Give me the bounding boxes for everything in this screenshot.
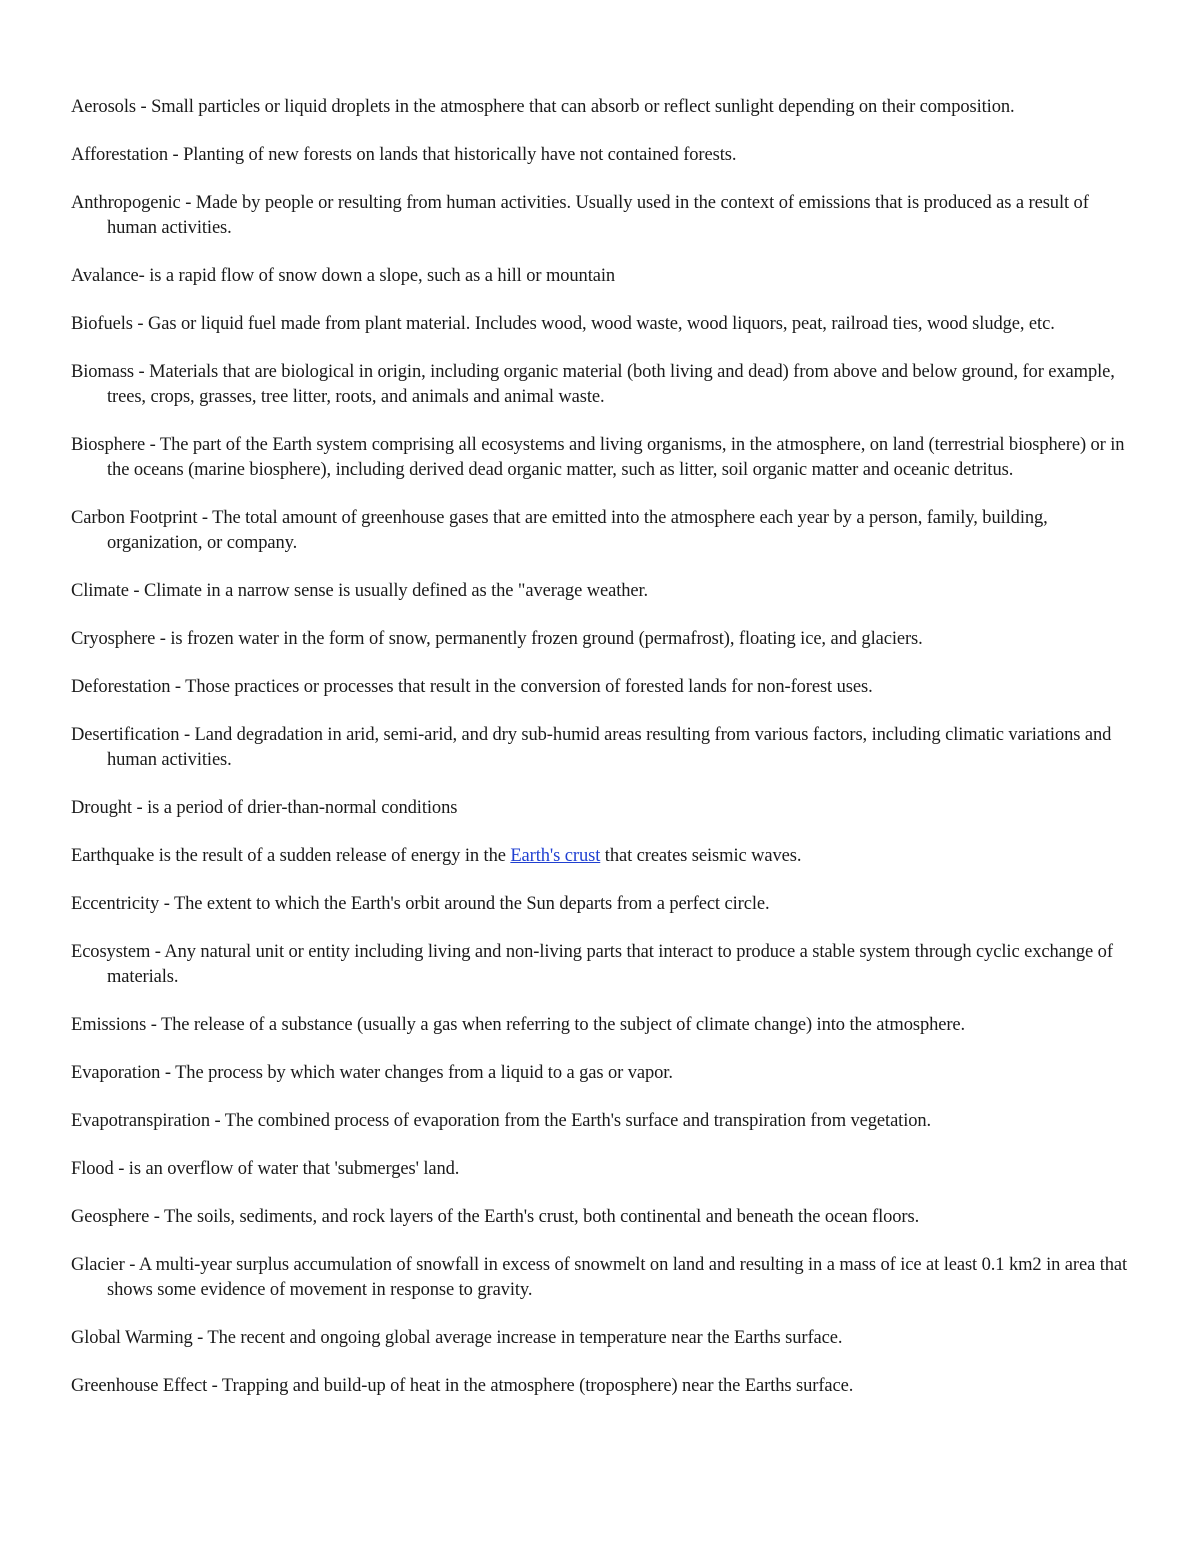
glossary-entry-biofuels: Biofuels - Gas or liquid fuel made from plant material. Includes wood, wood waste, wood liquors, peat, railroad ties, wood sludge, etc. [71,314,1055,334]
glossary-entry-biomass: Biomass - Materials that are biological in origin, including organic material (both living and dead) from above and below ground, for example, trees, crops, grasses, tree litter, roots, and animals and animal waste. [71,362,1115,407]
glossary-entry-eccentricity: Eccentricity - The extent to which the Earth's orbit around the Sun departs from a perfect circle. [71,894,770,914]
glossary-entry-geosphere: Geosphere - The soils, sediments, and rock layers of the Earth's crust, both continental and beneath the ocean floors. [71,1207,920,1227]
glossary-entry-climate: Climate - Climate in a narrow sense is usually defined as the "average weather. [71,581,649,601]
glossary-entry-afforestation: Afforestation - Planting of new forests on lands that historically have not contained forests. [71,145,737,165]
glossary-entry-ecosystem: Ecosystem - Any natural unit or entity including living and non-living parts that interact to produce a stable system through cyclic exchange of materials. [71,942,1113,987]
earths-crust-link[interactable]: Earth's crust [510,846,601,866]
glossary-entry-anthropogenic: Anthropogenic - Made by people or resulting from human activities. Usually used in the context of emissions that is produced as a result of human activities. [71,193,1089,238]
glossary-entry-biosphere: Biosphere - The part of the Earth system comprising all ecosystems and living organisms, in the atmosphere, on land (terrestrial biosphere) or in the oceans (marine biosphere), including derived dead organic matter, such as litter, soil organic matter and oceanic detritus. [71,435,1125,480]
glossary-entry-desertification: Desertification - Land degradation in arid, semi-arid, and dry sub-humid areas resulting from various factors, including climatic variations and human activities. [71,725,1112,770]
glossary-entry-earthquake [71,844,1140,869]
glossary-entry-drought: Drought - is a period of drier-than-normal conditions [71,798,458,818]
glossary-entry-greenhouse-effect: Greenhouse Effect - Trapping and build-up of heat in the atmosphere (troposphere) near the Earths surface. [71,1376,854,1396]
glossary-entry-deforestation: Deforestation - Those practices or processes that result in the conversion of forested lands for non-forest uses. [71,677,873,697]
glossary-entry-evapotranspiration: Evapotranspiration - The combined process of evaporation from the Earth's surface and transpiration from vegetation. [71,1111,932,1131]
earthquake-text-before: Earthquake is the result of a sudden release of energy in the [71,846,511,866]
glossary-entry-cryosphere: Cryosphere - is frozen water in the form of snow, permanently frozen ground (permafrost), floating ice, and glaciers. [71,629,923,649]
glossary-entry-aerosols: Aerosols - Small particles or liquid droplets in the atmosphere that can absorb or reflect sunlight depending on their composition. [71,97,1015,117]
glossary-entry-global-warming: Global Warming - The recent and ongoing global average increase in temperature near the Earths surface. [71,1328,843,1348]
glossary-entry-flood: Flood - is an overflow of water that 'submerges' land. [71,1159,460,1179]
glossary-entry-carbon-footprint: Carbon Footprint - The total amount of greenhouse gases that are emitted into the atmosphere each year by a person, family, building, organization, or company. [71,508,1048,553]
glossary-entry-avalance: Avalance- is a rapid flow of snow down a slope, such as a hill or mountain [71,266,616,286]
earthquake-text-after: that creates seismic waves. [600,846,802,866]
glossary-entry-glacier: Glacier - A multi-year surplus accumulation of snowfall in excess of snowmelt on land and resulting in a mass of ice at least 0.1 km2 in area that shows some evidence of movement in response to gravity. [71,1255,1128,1300]
glossary-entry-emissions: Emissions - The release of a substance (usually a gas when referring to the subject of climate change) into the atmosphere. [71,1015,966,1035]
glossary-entry-evaporation: Evaporation - The process by which water changes from a liquid to a gas or vapor. [71,1063,673,1083]
